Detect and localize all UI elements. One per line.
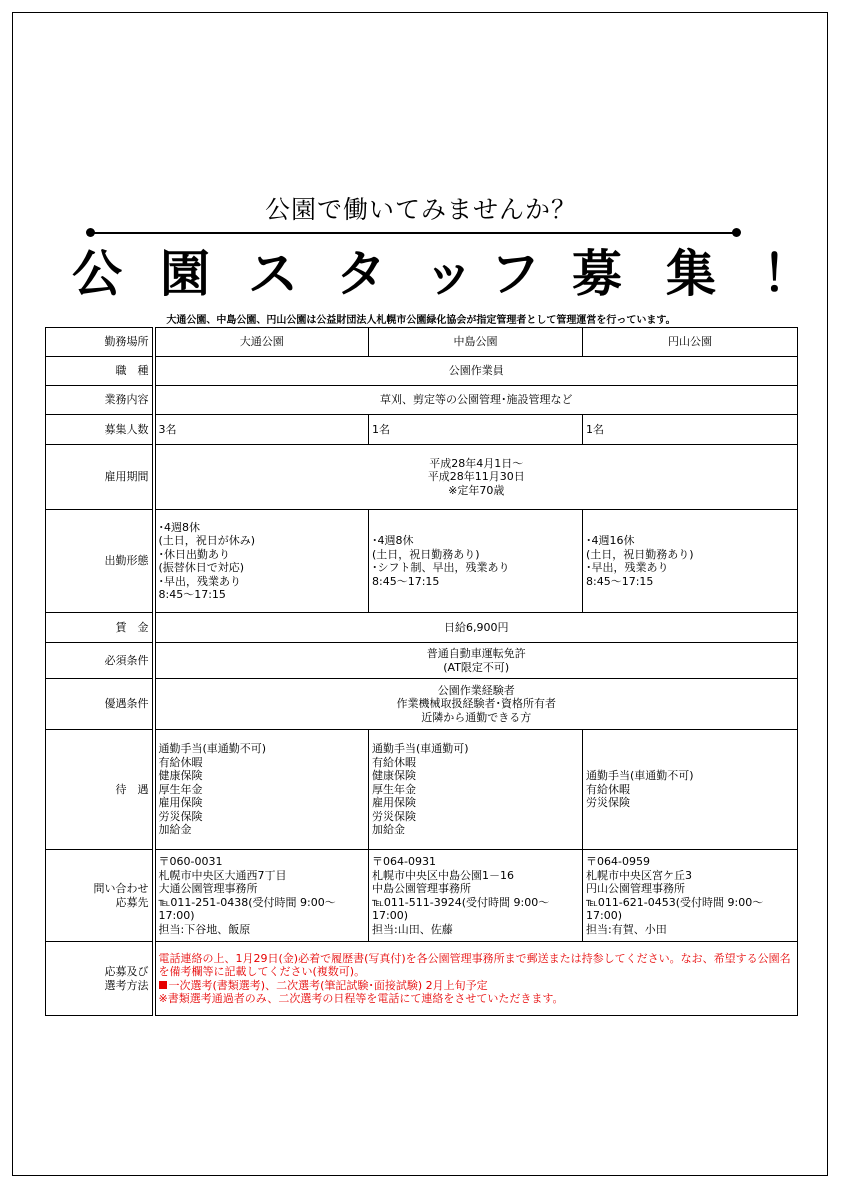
main-title xyxy=(72,244,812,304)
row-contact xyxy=(46,850,798,942)
cell-odori: 3名 xyxy=(154,415,369,445)
cell-value: 平成28年4月1日～ 平成28年11月30日 ※定年70歳 xyxy=(154,445,798,510)
row-label: 募集人数 xyxy=(46,415,154,445)
cell-maruyama: 通勤手当(車通勤不可) 有給休暇 労災保険 xyxy=(583,730,798,850)
row-benefits xyxy=(46,730,798,850)
row-label: 出勤形態 xyxy=(46,510,154,613)
title-char: 募 xyxy=(572,245,622,303)
cell-maruyama: 〒064-0959 札幌市中央区宮ケ丘3 円山公園管理事務所 ℡011-621-0453(受付時間 9:00～17:00) 担当:有賀、小田 xyxy=(583,850,798,942)
row-period xyxy=(46,445,798,510)
row-label: 優遇条件 xyxy=(46,679,154,730)
cell-value: 公園作業員 xyxy=(154,357,798,386)
cell-value: 普通自動車運転免許 (AT限定不可) xyxy=(154,643,798,679)
recruitment-table xyxy=(45,327,798,1016)
title-char: フ xyxy=(490,245,540,303)
cell-maruyama: ･4週16休 (土日，祝日勤務あり) ･早出，残業あり 8:45～17:15 xyxy=(583,510,798,613)
row-required xyxy=(46,643,798,679)
cell-nakajima: 中島公園 xyxy=(369,328,583,357)
row-label: 賃 金 xyxy=(46,613,154,643)
selection-line-1: 電話連絡の上、1月29日(金)必着で履歴書(写真付)を各公園管理事務所まで郵送または持参してください。なお、希望する公園名を備考欄等に記載してください(複数可)。 xyxy=(158,951,791,978)
row-duties xyxy=(46,386,798,415)
row-label: 業務内容 xyxy=(46,386,154,415)
cell-nakajima: ･4週8休 (土日，祝日勤務あり) ･シフト制、早出，残業あり 8:45～17:15 xyxy=(369,510,583,613)
title-char: ッ xyxy=(424,245,474,303)
cell-maruyama: 1名 xyxy=(583,415,798,445)
cell-odori: 通勤手当(車通勤不可) 有給休暇 健康保険 厚生年金 雇用保険 労災保険 加給金 xyxy=(154,730,369,850)
row-wage xyxy=(46,613,798,643)
cell-nakajima: 通勤手当(車通勤可) 有給休暇 健康保険 厚生年金 雇用保険 労災保険 加給金 xyxy=(369,730,583,850)
title-rule xyxy=(90,232,736,234)
rule-dot-right xyxy=(732,228,741,237)
title-char: 集 xyxy=(666,245,716,303)
title-char: ！ xyxy=(762,245,812,303)
cell-value: 日給6,900円 xyxy=(154,613,798,643)
cell-odori: 〒060-0031 札幌市中央区大通西7丁目 大通公園管理事務所 ℡011-251-0438(受付時間 9:00～17:00) 担当:下谷地、飯原 xyxy=(154,850,369,942)
cell-nakajima: 〒064-0931 札幌市中央区中島公園1－16 中島公園管理事務所 ℡011-511-3924(受付時間 9:00～17:00) 担当:山田、佐藤 xyxy=(369,850,583,942)
row-preferred xyxy=(46,679,798,730)
row-label: 雇用期間 xyxy=(46,445,154,510)
row-label: 問い合わせ 応募先 xyxy=(46,850,154,942)
intro-text: 大通公園、中島公園、円山公園は公益財団法人札幌市公園緑化協会が指定管理者として管理運営を行っています。 xyxy=(166,315,676,326)
cell-odori: 大通公園 xyxy=(154,328,369,357)
row-headcount xyxy=(46,415,798,445)
row-label: 待 遇 xyxy=(46,730,154,850)
selection-line-3: ※書類選考通過者のみ、二次選考の日程等を電話にて連絡をさせていただきます。 xyxy=(158,992,564,1005)
cell-value: 公園作業経験者 作業機械取扱経験者･資格所有者 近隣から通勤できる方 xyxy=(154,679,798,730)
red-square-icon xyxy=(159,981,167,989)
title-char: 公 xyxy=(72,245,122,303)
cell-maruyama: 円山公園 xyxy=(583,328,798,357)
title-char: ス xyxy=(248,245,298,303)
cell-odori: ･4週8休 (土日，祝日が休み) ･休日出勤あり (振替休日で対応) ･早出，残業あり 8:45～17:15 xyxy=(154,510,369,613)
row-selection xyxy=(46,942,798,1016)
row-location xyxy=(46,328,798,357)
selection-line-2-text: 一次選考(書類選考)、二次選考(筆記試験･面接試験) 2月上旬予定 xyxy=(168,978,488,992)
row-job xyxy=(46,357,798,386)
cell-nakajima: 1名 xyxy=(369,415,583,445)
title-char: 園 xyxy=(160,245,210,303)
row-label: 必須条件 xyxy=(46,643,154,679)
row-shift xyxy=(46,510,798,613)
title-char: タ xyxy=(336,245,386,303)
row-label: 職 種 xyxy=(46,357,154,386)
selection-text xyxy=(154,942,798,1016)
selection-line-2 xyxy=(159,979,795,993)
row-label: 応募及び 選考方法 xyxy=(46,942,154,1016)
headline: 公園で働いてみませんか？ xyxy=(264,195,577,224)
row-label: 勤務場所 xyxy=(46,328,154,357)
cell-value: 草刈、剪定等の公園管理･施設管理など xyxy=(154,386,798,415)
